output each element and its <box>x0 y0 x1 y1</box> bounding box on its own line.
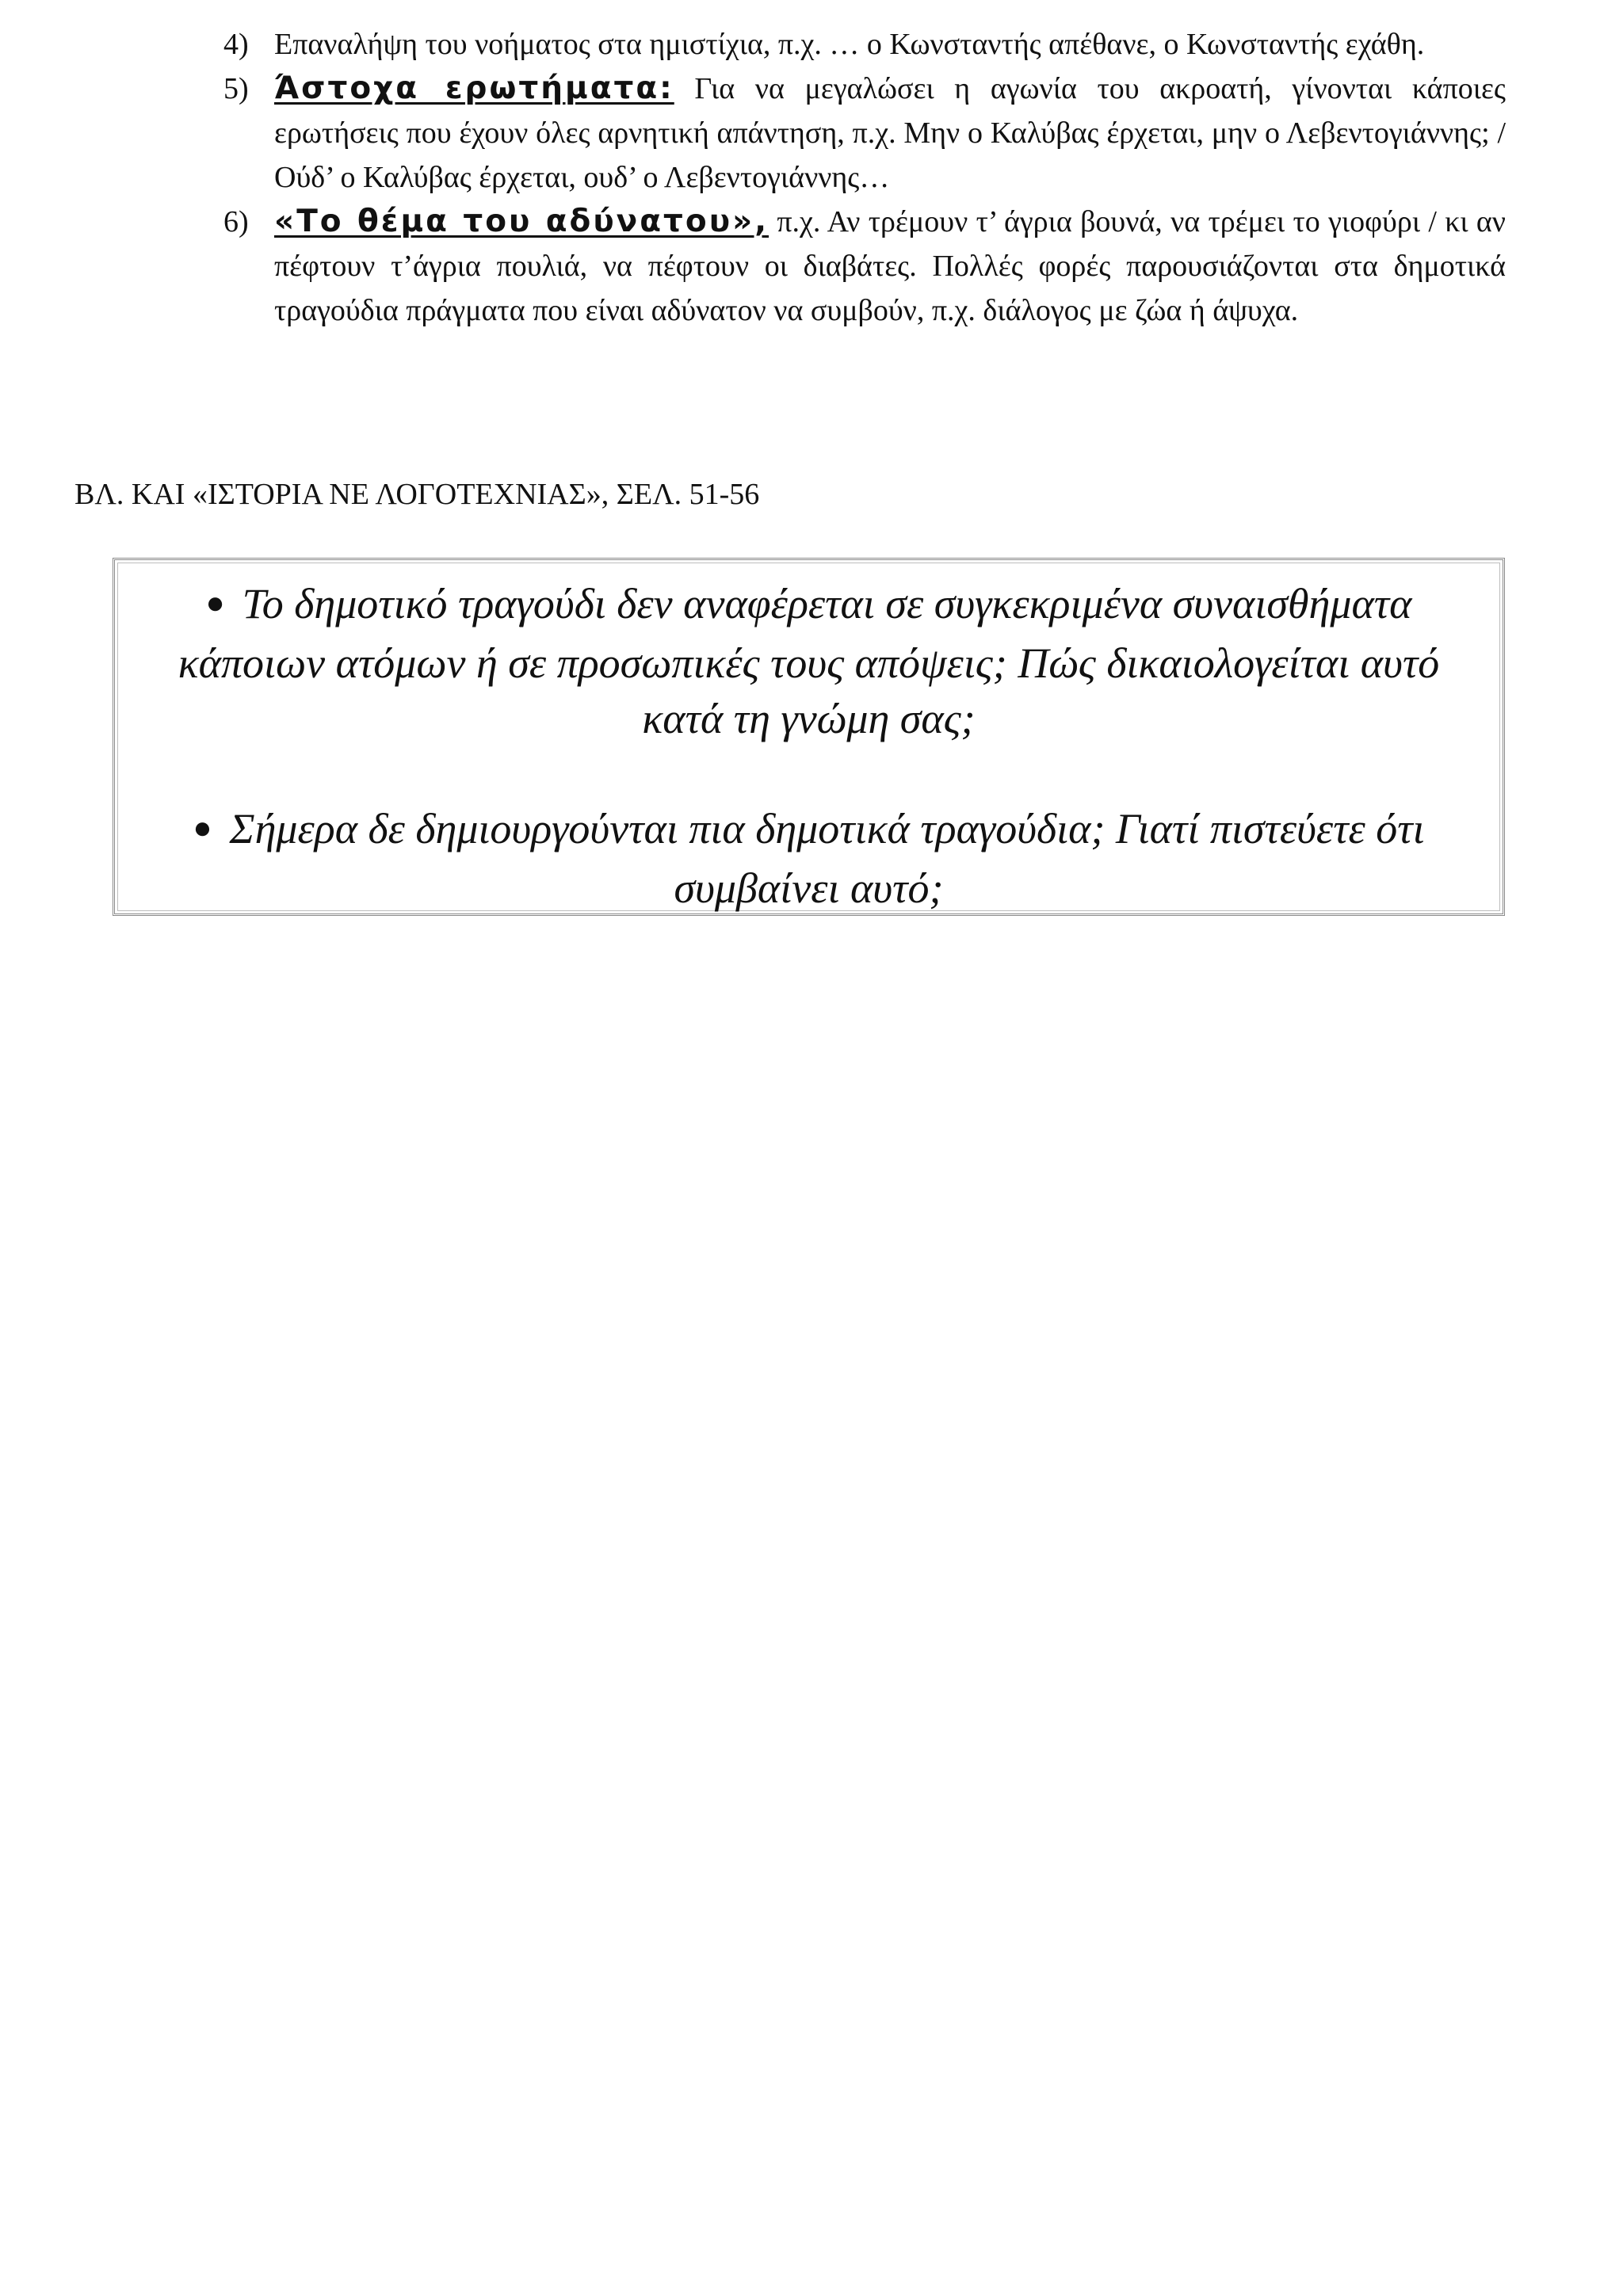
list-item-4 <box>223 22 1506 67</box>
question-text: Το δημοτικό τραγούδι δεν αναφέρεται σε συγκεκριμένα συναισθήματα κάποιων ατόμων ή σε προσωπικές τους απόψεις; Πώς δικαιολογείται αυτό κατά τη γνώμη σας; <box>178 580 1440 742</box>
item-text: π.χ. Αν τρέμουν τ’ άγρια βουνά, να τρέμει το γιοφύρι / κι αν πέφτουν τ’άγρια πουλιά, να πέφτουν οι διαβάτες. Πολλές φορές παρουσιάζονται στα δημοτικά τραγούδια πράγματα που είναι αδύνατον να συμβούν, π.χ. διάλογος με ζώα ή άψυχα. <box>274 205 1506 327</box>
figures-of-speech-list <box>223 22 1506 333</box>
item-number: 4) <box>223 28 249 61</box>
item-heading: «Το θέμα του αδύνατου», <box>274 204 769 239</box>
questions-box <box>113 558 1505 916</box>
reference-note: ΒΛ. ΚΑΙ «ΙΣΤΟΡΙΑ ΝΕ ΛΟΓΟΤΕΧΝΙΑΣ», ΣΕΛ. 51-56 <box>74 478 760 511</box>
item-number: 5) <box>223 72 249 105</box>
bullet-icon: ● <box>205 585 225 620</box>
question-2 <box>134 801 1484 916</box>
item-heading: Άστοχα ερωτήματα: <box>274 71 674 106</box>
item-text: Επαναλήψη του νοήματος στα ημιστίχια, π.χ. … ο Κωνσταντής απέθανε, ο Κωνσταντής εχάθη. <box>274 28 1425 61</box>
list-item-5 <box>223 67 1506 200</box>
item-text: Για να μεγαλώσει η αγωνία του ακροατή, γίνονται κάποιες ερωτήσεις που έχουν όλες αρνητική απάντηση, π.χ. Μην ο Καλύβας έρχεται, μην ο Λεβεντογιάννης; / Ούδ’ ο Καλύβας έρχεται, ουδ’ ο Λεβεντογιάννης… <box>274 72 1506 194</box>
question-1 <box>134 576 1484 746</box>
list-item-6 <box>223 200 1506 333</box>
question-text: Σήμερα δε δημιουργούνται πια δημοτικά τραγούδια; Γιατί πιστεύετε ότι συμβαίνει αυτό; <box>229 805 1425 912</box>
item-number: 6) <box>223 205 249 238</box>
bullet-icon: ● <box>193 810 212 845</box>
